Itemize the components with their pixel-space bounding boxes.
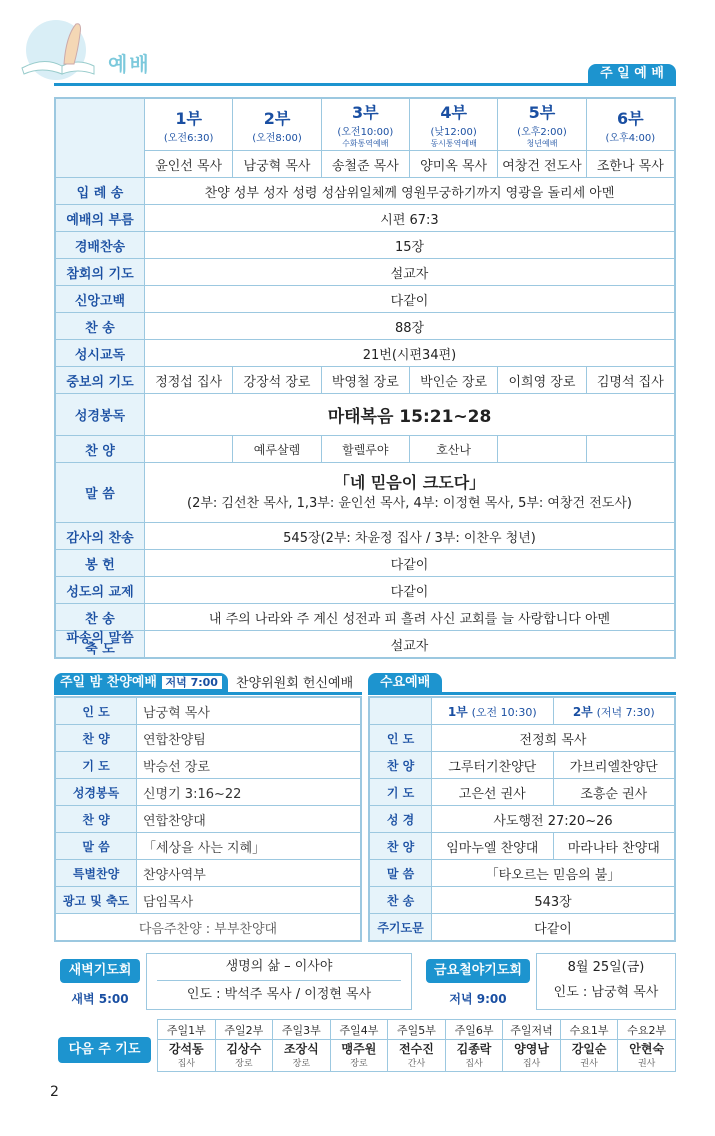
order-value: 88장 <box>145 313 675 340</box>
order-row <box>56 340 675 367</box>
order-label: 입 례 송 <box>56 178 145 205</box>
part-6: 6부 (오후4:00) <box>586 99 674 151</box>
sermon-cell <box>145 463 675 523</box>
prayer-person: 강석동 집사 <box>158 1040 216 1072</box>
prayer-person: 조장식 장로 <box>273 1040 331 1072</box>
evening-note: 찬양위원회 헌신예배 <box>236 676 354 691</box>
order-row <box>56 286 675 313</box>
order-row <box>56 205 675 232</box>
praise-cell: 예루살렘 <box>233 436 321 463</box>
order-row <box>56 577 675 604</box>
pastor-cell: 양미옥 목사 <box>409 151 497 178</box>
pastor-cell: 조한나 목사 <box>586 151 674 178</box>
sermon-row <box>56 463 675 523</box>
wednesday-service-tag: 수요예배 <box>368 673 442 693</box>
sunday-service-table <box>54 97 676 659</box>
next-week-prayer-label: 다음 주 기도 <box>58 1037 151 1063</box>
intercessor-cell: 정정섭 집사 <box>145 367 233 394</box>
order-value: 찬양 성부 성자 성령 성삼위일체께 영원무궁하기까지 영광을 돌리세 아멘 <box>145 178 675 205</box>
part-3: 3부 (오전10:00) 수화통역예배 <box>321 99 409 151</box>
order-label: 중보의 기도 <box>56 367 145 394</box>
dawn-prayer-label: 새벽기도회 <box>60 959 140 983</box>
intercessor-cell: 박인순 장로 <box>409 367 497 394</box>
dawn-prayer-time: 새벽 5:00 <box>71 992 129 1006</box>
pastor-cell: 송철준 목사 <box>321 151 409 178</box>
dawn-prayer-box: 생명의 삶 – 이사야 인도 : 박석주 목사 / 이정현 목사 <box>146 953 412 1010</box>
order-label: 파송의 말씀 축 도 <box>56 631 145 658</box>
sermon-preachers: (2부: 김선찬 목사, 1,3부: 윤인선 목사, 4부: 이정현 목사, 5부: 여창건 전도사) <box>187 495 632 511</box>
scripture-value: 마태복음 15:21~28 <box>145 394 675 436</box>
order-value: 545장(2부: 차윤정 집사 / 3부: 이찬우 청년) <box>145 523 675 550</box>
order-label: 말 씀 <box>56 463 145 523</box>
friday-prayer-time: 저녁 9:00 <box>449 992 507 1006</box>
prayer-person: 전수진 간사 <box>388 1040 446 1072</box>
sunday-service-tag: 주 일 예 배 <box>588 64 676 84</box>
benediction-row <box>56 631 675 658</box>
prayer-person: 김종락 집사 <box>445 1040 503 1072</box>
order-row <box>56 259 675 286</box>
pastor-row <box>56 151 675 178</box>
intercession-row <box>56 367 675 394</box>
friday-prayer-box: 8월 25일(금) 인도 : 남궁혁 목사 <box>536 953 676 1010</box>
order-label: 예배의 부름 <box>56 205 145 232</box>
order-label: 성도의 교제 <box>56 577 145 604</box>
section-title: 예배 <box>108 52 151 76</box>
pastor-cell: 남궁혁 목사 <box>233 151 321 178</box>
order-row <box>56 178 675 205</box>
intercessor-cell: 김명석 집사 <box>586 367 674 394</box>
praise-cell <box>145 436 233 463</box>
parts-header-row <box>56 99 675 151</box>
part-2: 2부 (오전8:00) <box>233 99 321 151</box>
order-label: 찬 송 <box>56 604 145 631</box>
praise-cell: 호산나 <box>409 436 497 463</box>
prayer-person: 김상수 장로 <box>215 1040 273 1072</box>
part-1: 1부 (오전6:30) <box>145 99 233 151</box>
praise-row <box>56 436 675 463</box>
order-label: 감사의 찬송 <box>56 523 145 550</box>
next-week-prayer-grid: 주일1부 주일2부 주일3부 주일4부 주일5부 주일6부 주일저녁 수요1부 수요2부 강석동 집사 김상수 장로 조장식 장로 맹주원 장로 전수진 간사 김종락 집사 양영남 집사 강일순 권사 안현숙 권사 <box>157 1019 676 1072</box>
prayer-person: 양영남 집사 <box>503 1040 561 1072</box>
order-label: 성경봉독 <box>56 394 145 436</box>
evening-service-tag: 주일 밤 찬양예배 저녁 7:00 <box>54 673 228 693</box>
order-row <box>56 232 675 259</box>
header-rule <box>54 83 676 86</box>
order-value: 다같이 <box>145 550 675 577</box>
order-label: 찬 양 <box>56 436 145 463</box>
order-label: 봉 헌 <box>56 550 145 577</box>
corner-cell <box>56 99 145 178</box>
praise-cell <box>498 436 586 463</box>
pastor-cell: 윤인선 목사 <box>145 151 233 178</box>
order-value: 설교자 <box>145 631 675 658</box>
order-row <box>56 523 675 550</box>
order-label: 성시교독 <box>56 340 145 367</box>
order-label: 참회의 기도 <box>56 259 145 286</box>
evening-service-table: 인 도 남궁혁 목사 찬 양 연합찬양팀 기 도 박승선 장로 성경봉독 신명기 3:16~22 찬 양 연합찬양대 말 씀 「세상을 사는 지혜」 특별찬양 찬양사역부 광고 및 축도 담임목사 다음주찬양 : 부부찬양대 <box>54 696 362 942</box>
praise-cell: 할렐루야 <box>321 436 409 463</box>
part-5: 5부 (오후2:00) 청년예배 <box>498 99 586 151</box>
order-value: 다같이 <box>145 577 675 604</box>
order-label: 신앙고백 <box>56 286 145 313</box>
order-row <box>56 604 675 631</box>
pastor-cell: 여창건 전도사 <box>498 151 586 178</box>
part-4: 4부 (낮12:00) 동시통역예배 <box>409 99 497 151</box>
friday-prayer-label: 금요철야기도회 <box>426 959 530 983</box>
order-label: 경배찬송 <box>56 232 145 259</box>
order-label: 찬 송 <box>56 313 145 340</box>
praise-cell <box>586 436 674 463</box>
wed-part-2: 2부 (저녁 7:30) <box>553 698 675 725</box>
intercessor-cell: 강장석 장로 <box>233 367 321 394</box>
wednesday-service-table: 1부 (오전 10:30) 2부 (저녁 7:30) 인 도 전정희 목사 찬 양 그루터기찬양단 가브리엘찬양단 기 도 고은선 권사 조흥순 권사 성 경 사도행전 27:20~26 찬 양 임마누엘 찬양대 마라나타 찬양대 말 씀 「타오르는 믿음의 불」 찬 송 543장 주기도문 다같이 <box>368 696 676 942</box>
scripture-row <box>56 394 675 436</box>
order-row <box>56 550 675 577</box>
order-value: 15장 <box>145 232 675 259</box>
page-number: 2 <box>50 1084 59 1100</box>
order-value: 다같이 <box>145 286 675 313</box>
order-value: 21번(시편34편) <box>145 340 675 367</box>
prayer-person: 강일순 권사 <box>560 1040 618 1072</box>
wed-part-1: 1부 (오전 10:30) <box>432 698 554 725</box>
order-value: 시편 67:3 <box>145 205 675 232</box>
prayer-person: 안현숙 권사 <box>618 1040 676 1072</box>
intercessor-cell: 이희영 장로 <box>498 367 586 394</box>
prayer-person: 맹주원 장로 <box>330 1040 388 1072</box>
order-value: 설교자 <box>145 259 675 286</box>
next-week-praise: 다음주찬양 : 부부찬양대 <box>56 914 361 941</box>
order-value: 내 주의 나라와 주 계신 성전과 피 흘려 사신 교회를 늘 사랑합니다 아멘 <box>145 604 675 631</box>
sermon-title: 「네 믿음이 크도다」 <box>333 472 486 492</box>
praying-hands-icon <box>14 16 98 80</box>
intercessor-cell: 박영철 장로 <box>321 367 409 394</box>
order-row <box>56 313 675 340</box>
